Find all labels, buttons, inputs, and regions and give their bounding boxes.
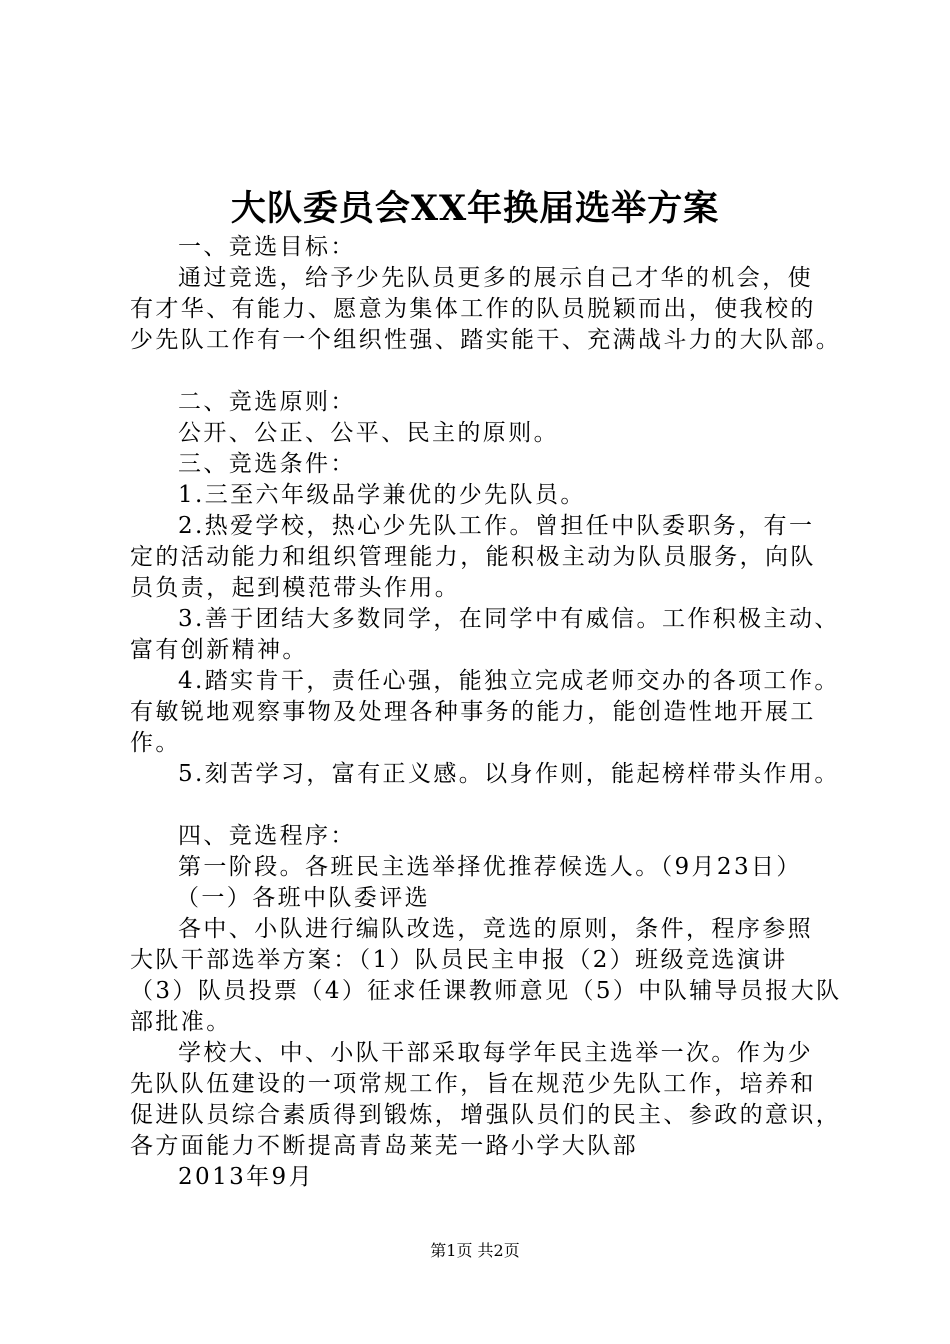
section-heading-principle: 二、竞选原则： xyxy=(178,389,356,415)
document-body xyxy=(130,232,850,1193)
paragraph-line: 先队队伍建设的一项常规工作，旨在规范少先队工作，培养和 xyxy=(130,1071,816,1097)
section-heading-goal: 一、竞选目标： xyxy=(178,234,356,260)
list-item: 2.热爱学校，热心少先队工作。曾担任中队委职务，有一 xyxy=(178,513,815,539)
list-item: 4.踏实肯干，责任心强，能独立完成老师交办的各项工作。 xyxy=(178,668,840,694)
page-footer: 第1页 共2页 xyxy=(430,1241,520,1260)
paragraph-line: （3）队员投票（4）征求任课教师意见（5）中队辅导员报大队 xyxy=(130,978,842,1004)
section-heading-conditions: 三、竞选条件： xyxy=(178,451,356,477)
paragraph-line: 各中、小队进行编队改选，竞选的原则，条件，程序参照 xyxy=(178,916,813,942)
paragraph-line: 定的活动能力和组织管理能力，能积极主动为队员服务，向队 xyxy=(130,544,816,570)
blank-line xyxy=(130,790,850,821)
sub-heading: （一）各班中队委评选 xyxy=(176,885,430,911)
paragraph-line: 通过竞选，给予少先队员更多的展示自己才华的机会，使 xyxy=(178,265,813,291)
paragraph-line: 有才华、有能力、愿意为集体工作的队员脱颖而出，使我校的 xyxy=(130,296,816,322)
paragraph-line: 第一阶段。各班民主选举择优推荐候选人。（9月23日） xyxy=(178,854,802,880)
paragraph-line: 学校大、中、小队干部采取每学年民主选举一次。作为少 xyxy=(178,1040,813,1066)
paragraph-line: 促进队员综合素质得到锻炼，增强队员们的民主、参政的意识， xyxy=(130,1102,842,1128)
document-date: 2013年9月 xyxy=(178,1164,314,1190)
paragraph-line: 员负责，起到模范带头作用。 xyxy=(130,575,461,601)
paragraph-line: 公开、公正、公平、民主的原则。 xyxy=(178,420,559,446)
blank-line xyxy=(130,356,850,387)
document-title: 大队委员会XX年换届选举方案 xyxy=(230,188,720,229)
paragraph-line: 作。 xyxy=(130,730,181,756)
section-heading-procedure: 四、竞选程序： xyxy=(178,823,356,849)
paragraph-line: 各方面能力不断提高青岛莱芜一路小学大队部 xyxy=(130,1133,638,1159)
paragraph-line: 部批准。 xyxy=(130,1009,232,1035)
paragraph-line: 大队干部选举方案：（1）队员民主申报（2）班级竞选演讲 xyxy=(130,947,788,973)
paragraph-line: 富有创新精神。 xyxy=(130,637,308,663)
list-item: 5.刻苦学习，富有正义感。以身作则，能起榜样带头作用。 xyxy=(178,761,840,787)
paragraph-line: 少先队工作有一个组织性强、踏实能干、充满战斗力的大队部。 xyxy=(130,327,842,353)
paragraph-line: 有敏锐地观察事物及处理各种事务的能力，能创造性地开展工 xyxy=(130,699,816,725)
list-item: 3.善于团结大多数同学，在同学中有威信。工作积极主动、 xyxy=(178,606,840,632)
list-item: 1.三至六年级品学兼优的少先队员。 xyxy=(178,482,586,508)
